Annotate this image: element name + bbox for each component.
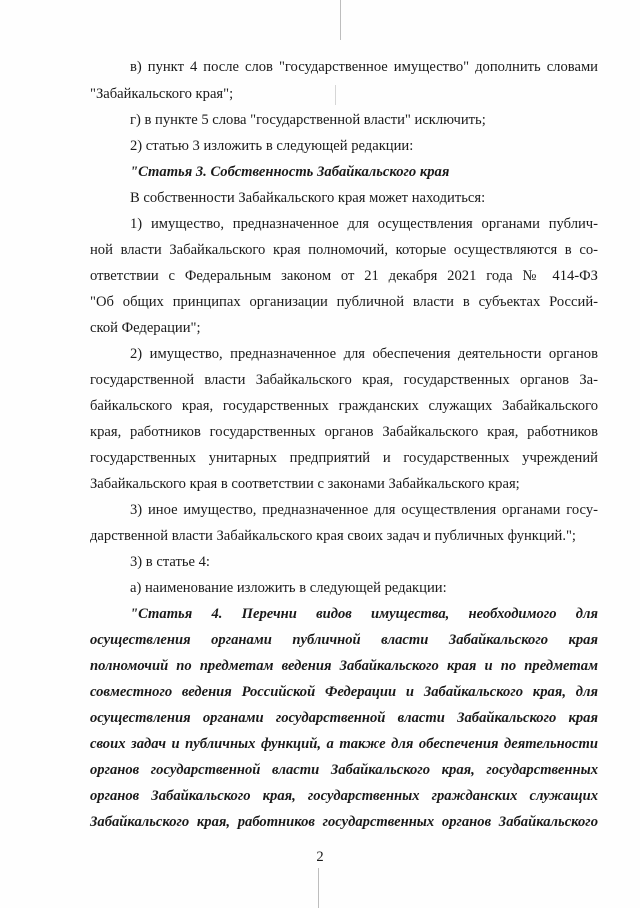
text-line-19: дарственной власти Забайкальского края своих задач и публичных функций."; (90, 528, 576, 544)
text-line-9: ответствии с Федеральным законом от 21 декабря 2021 года № 414-ФЗ (90, 268, 598, 284)
article-4-heading-line-8: органов Забайкальского края, государственных гражданских служащих (90, 788, 598, 804)
page-number: 2 (316, 849, 324, 865)
article-3-heading: "Статья 3. Собственность Забайкальского края (130, 164, 450, 180)
text-line-8: ной власти Забайкальского края полномочий, которые осуществляются в со- (90, 242, 598, 258)
text-line-14: байкальского края, государственных гражданских служащих Забайкальского (90, 398, 598, 414)
text-line-4: 2) статью 3 изложить в следующей редакции: (130, 138, 414, 154)
text-line-2: "Забайкальского края"; (90, 86, 234, 102)
text-line-1: в) пункт 4 после слов "государственное имущество" дополнить словами (130, 59, 598, 75)
article-4-heading-line-4: совместного ведения Российской Федерации и Забайкальского края, для (90, 684, 598, 700)
text-line-16: государственных унитарных предприятий и государственных учреждений (90, 450, 598, 466)
text-line-18: 3) иное имущество, предназначенное для осуществления органами госу- (130, 502, 598, 518)
text-line-3: г) в пункте 5 слова "государственной власти" исключить; (130, 112, 486, 128)
text-line-12: 2) имущество, предназначенное для обеспечения деятельности органов (130, 346, 598, 362)
text-line-6: В собственности Забайкальского края может находиться: (130, 190, 486, 206)
text-line-7: 1) имущество, предназначенное для осуществления органами публич- (130, 216, 598, 232)
article-4-heading-line-6: своих задач и публичных функций, а также для обеспечения деятельности (90, 736, 598, 752)
article-4-heading-line-1: "Статья 4. Перечни видов имущества, необходимого для (130, 606, 598, 622)
text-line-10: "Об общих принципах организации публичной власти в субъектах Россий- (90, 294, 598, 310)
text-line-20: 3) в статье 4: (130, 554, 210, 570)
article-4-heading-line-7: органов государственной власти Забайкальского края, государственных (90, 762, 598, 778)
article-4-heading-line-3: полномочий по предметам ведения Забайкальского края и по предметам (90, 658, 598, 674)
text-line-11: ской Федерации"; (90, 320, 201, 336)
text-line-17: Забайкальского края в соответствии с законами Забайкальского края; (90, 476, 520, 492)
scan-artifact-bottom (318, 868, 319, 908)
text-line-21: а) наименование изложить в следующей редакции: (130, 580, 447, 596)
article-4-heading-line-5: осуществления органами государственной власти Забайкальского края (90, 710, 598, 726)
scan-artifact-top (340, 0, 341, 40)
text-line-15: края, работников государственных органов Забайкальского края, работников (90, 424, 598, 440)
article-4-heading-line-9: Забайкальского края, работников государственных органов Забайкальского (90, 814, 598, 830)
text-line-13: государственной власти Забайкальского края, государственных органов За- (90, 372, 598, 388)
article-4-heading-line-2: осуществления органами публичной власти Забайкальского края (90, 632, 598, 648)
